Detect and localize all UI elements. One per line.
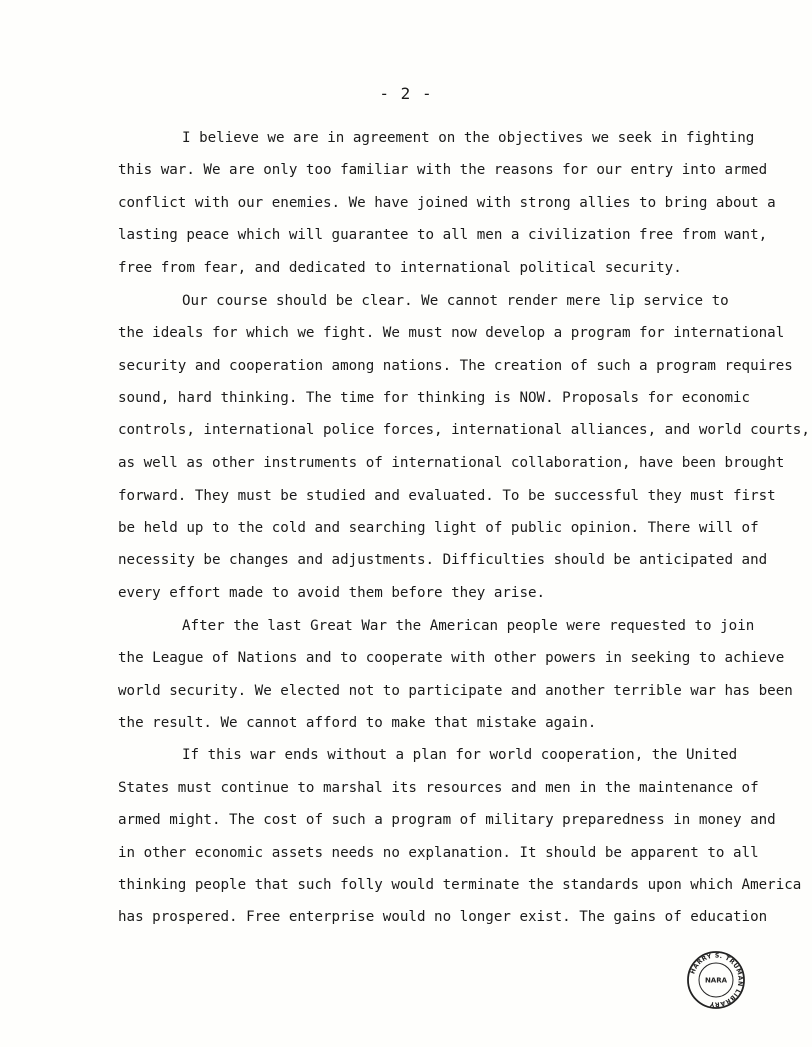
text-line: necessity be changes and adjustments. Difficulties should be anticipated and <box>118 552 768 568</box>
text-line: the ideals for which we fight. We must now develop a program for international <box>118 325 785 341</box>
text-line: has prospered. Free enterprise would no longer exist. The gains of education <box>118 909 768 925</box>
text-line: If this war ends without a plan for world cooperation, the United <box>182 747 738 763</box>
text-line: in other economic assets needs no explanation. It should be apparent to all <box>118 845 759 861</box>
text-line: After the last Great War the American people were requested to join <box>182 618 755 634</box>
text-line: thinking people that such folly would terminate the standards upon which America <box>118 877 802 893</box>
text-line: States must continue to marshal its resources and men in the maintenance of <box>118 780 759 796</box>
text-line: this war. We are only too familiar with the reasons for our entry into armed <box>118 162 768 178</box>
text-line: lasting peace which will guarantee to all men a civilization free from want, <box>118 227 768 243</box>
stamp-ring-text: HARRY S. TRUMAN LIBRARY <box>689 952 744 1008</box>
text-line: as well as other instruments of international collaboration, have been brought <box>118 455 785 471</box>
text-line: conflict with our enemies. We have joined with strong allies to bring about a <box>118 195 776 211</box>
page-number: - 2 - <box>379 84 433 103</box>
text-line: free from fear, and dedicated to international political security. <box>118 260 682 276</box>
text-line: security and cooperation among nations. The creation of such a program requires <box>118 358 793 374</box>
text-line: Our course should be clear. We cannot render mere lip service to <box>182 293 729 309</box>
text-line: world security. We elected not to participate and another terrible war has been <box>118 683 793 699</box>
text-line: every effort made to avoid them before they arise. <box>118 585 546 601</box>
library-stamp <box>686 950 746 1010</box>
text-line: controls, international police forces, international alliances, and world courts, <box>118 422 810 438</box>
text-line: I believe we are in agreement on the objectives we seek in fighting <box>182 130 755 146</box>
text-line: the result. We cannot afford to make that mistake again. <box>118 715 597 731</box>
text-line: forward. They must be studied and evaluated. To be successful they must first <box>118 488 776 504</box>
text-line: sound, hard thinking. The time for thinking is NOW. Proposals for economic <box>118 390 751 406</box>
text-line: be held up to the cold and searching light of public opinion. There will of <box>118 520 759 536</box>
text-line: the League of Nations and to cooperate with other powers in seeking to achieve <box>118 650 785 666</box>
truman-library-seal-icon <box>686 950 746 1010</box>
stamp-center-text: NARA <box>704 976 728 985</box>
text-line: armed might. The cost of such a program of military preparedness in money and <box>118 812 776 828</box>
